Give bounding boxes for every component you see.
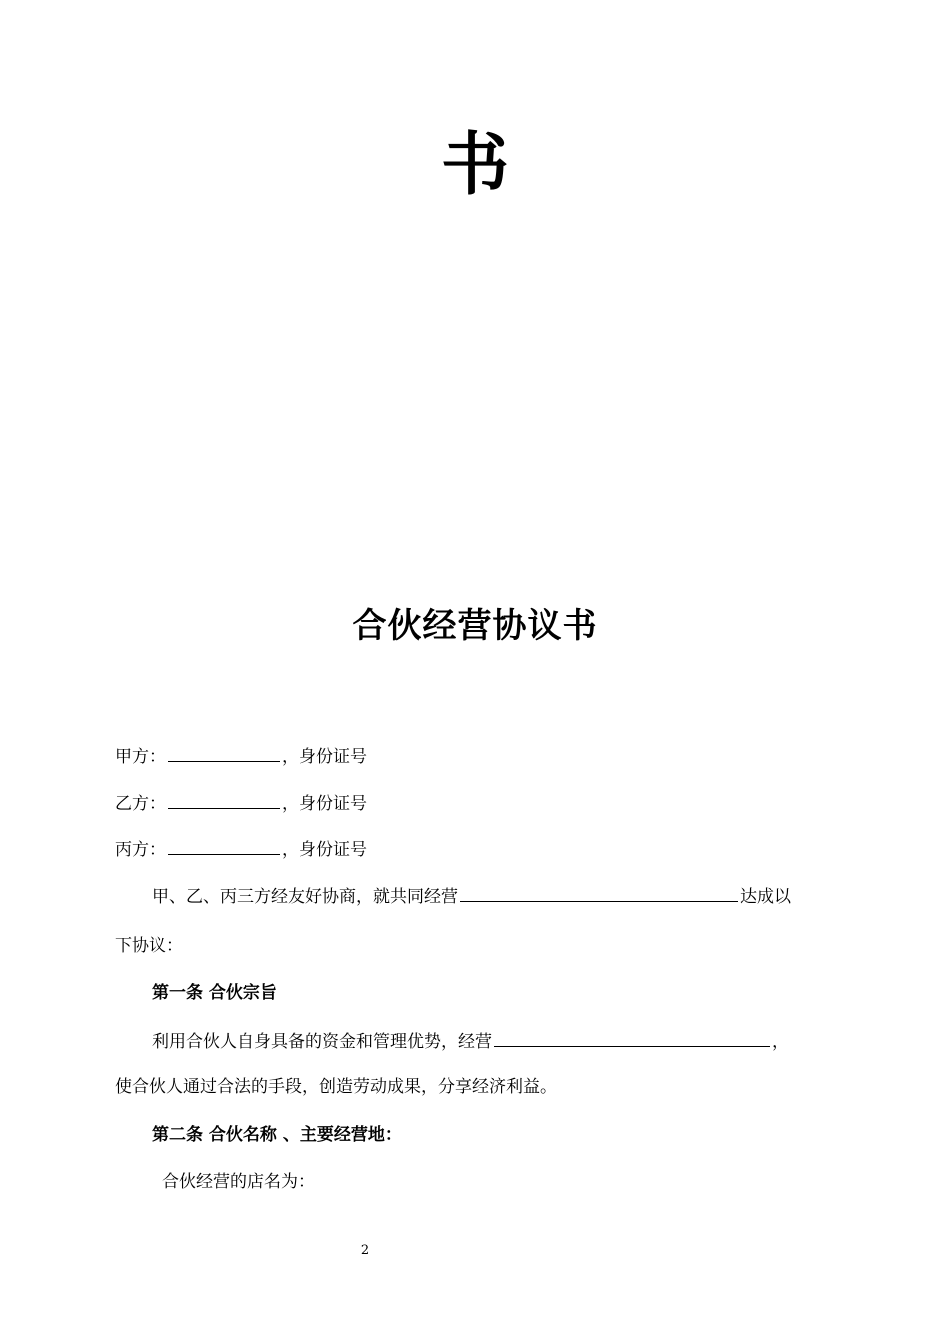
cover-title-char: 书 (440, 125, 509, 205)
intro-text-1: 甲、乙、丙三方经友好协商，就共同经营 (152, 887, 458, 907)
intro-line-1 (152, 883, 791, 909)
party-b-id-label: ，身份证号 (282, 794, 367, 814)
party-b-name-blank (168, 790, 280, 809)
party-b-line (115, 790, 367, 816)
document-title: 合伙经营协议书 (352, 606, 598, 646)
article-1-heading: 第一条 合伙宗旨 (152, 983, 277, 1003)
article-2-text: 合伙经营的店名为： (162, 1172, 315, 1192)
intro-text-2: 达成以 (740, 887, 791, 907)
business-blank (460, 883, 738, 902)
party-a-name-blank (168, 743, 280, 762)
article-2-heading: 第二条 合伙名称 、主要经营地： (152, 1125, 402, 1145)
party-c-line (115, 836, 367, 862)
business-scope-blank (494, 1028, 770, 1047)
party-c-name-blank (168, 836, 280, 855)
party-c-label: 丙方： (115, 840, 166, 860)
party-a-id-label: ，身份证号 (282, 747, 367, 767)
article-1-text-1: 利用合伙人自身具备的资金和管理优势，经营 (152, 1032, 492, 1052)
party-a-label: 甲方： (115, 747, 166, 767)
party-c-id-label: ，身份证号 (282, 840, 367, 860)
page-number: 2 (360, 1243, 370, 1258)
intro-text-3: 下协议： (115, 936, 183, 956)
party-a-line (115, 743, 367, 769)
article-1-line-1 (152, 1028, 789, 1054)
party-b-label: 乙方： (115, 794, 166, 814)
article-1-line-2: 使合伙人通过合法的手段，创造劳动成果，分享经济利益。 (115, 1077, 557, 1097)
article-1-text-2: ， (772, 1032, 789, 1052)
intro-line-2 (115, 934, 183, 958)
